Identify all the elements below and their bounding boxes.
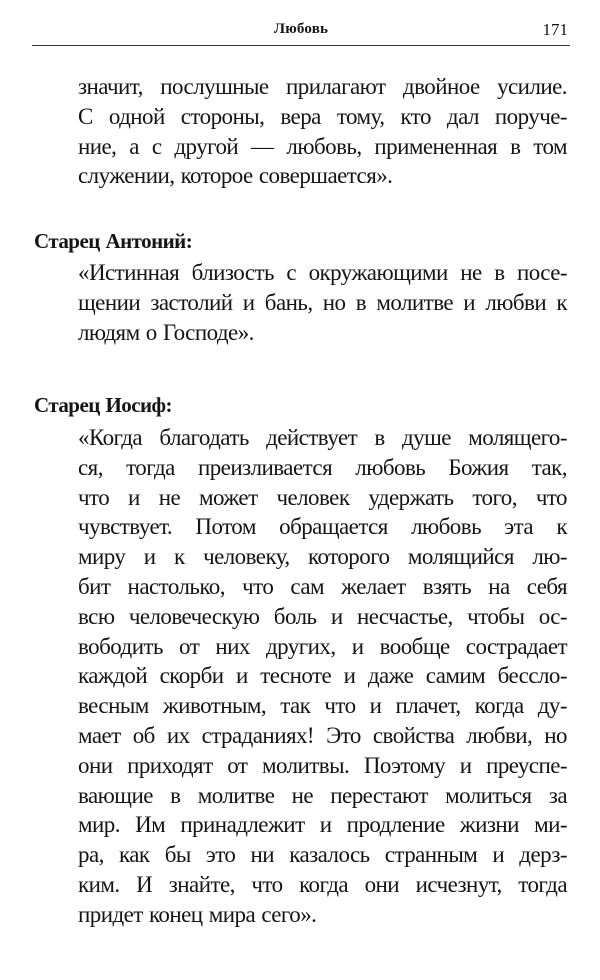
text-line: «Истинная близость с окружающими не в посе- xyxy=(78,260,567,285)
text-line: придет конец мира сего». xyxy=(78,901,317,927)
text-line: «Когда благодать действует в душе молящего- xyxy=(78,425,567,450)
text-line: что и не может человек удержать того, что xyxy=(78,484,567,510)
text-line: людям о Господе». xyxy=(78,319,254,345)
text-line: служении, которое совершается». xyxy=(78,163,393,189)
page-number: 171 xyxy=(542,20,568,39)
speaker-heading-joseph: Старец Иосиф: xyxy=(34,393,172,417)
text-line: мает об их страданиях! Это свойства любви, но xyxy=(78,722,567,748)
text-line: С одной стороны, вера тому, кто дал поруче- xyxy=(78,103,567,129)
text-line: они приходят от молитвы. Поэтому и преуспе- xyxy=(78,752,567,778)
running-title: Любовь xyxy=(273,21,329,37)
text-line: ра, как бы это ни казалось странным и дерз- xyxy=(78,842,567,868)
text-line: весным животным, так что и плачет, когда ду- xyxy=(78,693,567,719)
text-line: бит настолько, что сам желает взять на себя xyxy=(78,573,567,599)
header-rule xyxy=(32,45,570,46)
text-line: значит, послушные прилагают двойное усилие. xyxy=(78,74,567,99)
text-line: ким. И знайте, что когда они исчезнут, тогда xyxy=(78,871,567,897)
quote-antony xyxy=(78,258,567,347)
text-line: чувствует. Потом обращается любовь эта к xyxy=(78,514,567,540)
quote-joseph xyxy=(78,423,567,930)
text-line: мир. Им принадлежит и продление жизни ми- xyxy=(78,812,567,838)
text-line: вающие в молитве не перестают молиться за xyxy=(78,782,567,808)
text-line: ние, а с другой — любовь, примененная в том xyxy=(78,133,567,159)
text-line: ся, тогда преизливается любовь Божия так, xyxy=(78,454,567,480)
text-line: каждой скорби и тесноте и даже самим бессло- xyxy=(78,663,567,689)
speaker-heading-antony: Старец Антоний: xyxy=(34,229,193,253)
continuation-paragraph xyxy=(78,72,567,191)
running-head xyxy=(32,21,570,41)
text-line: всю человеческую боль и несчастье, чтобы ос- xyxy=(78,603,567,629)
text-line: миру и к человеку, которого молящийся лю- xyxy=(78,544,567,570)
text-line: щении застолий и бань, но в молитве и любви к xyxy=(78,289,567,315)
text-line: вободить от них других, и вообще сострадает xyxy=(78,633,567,659)
